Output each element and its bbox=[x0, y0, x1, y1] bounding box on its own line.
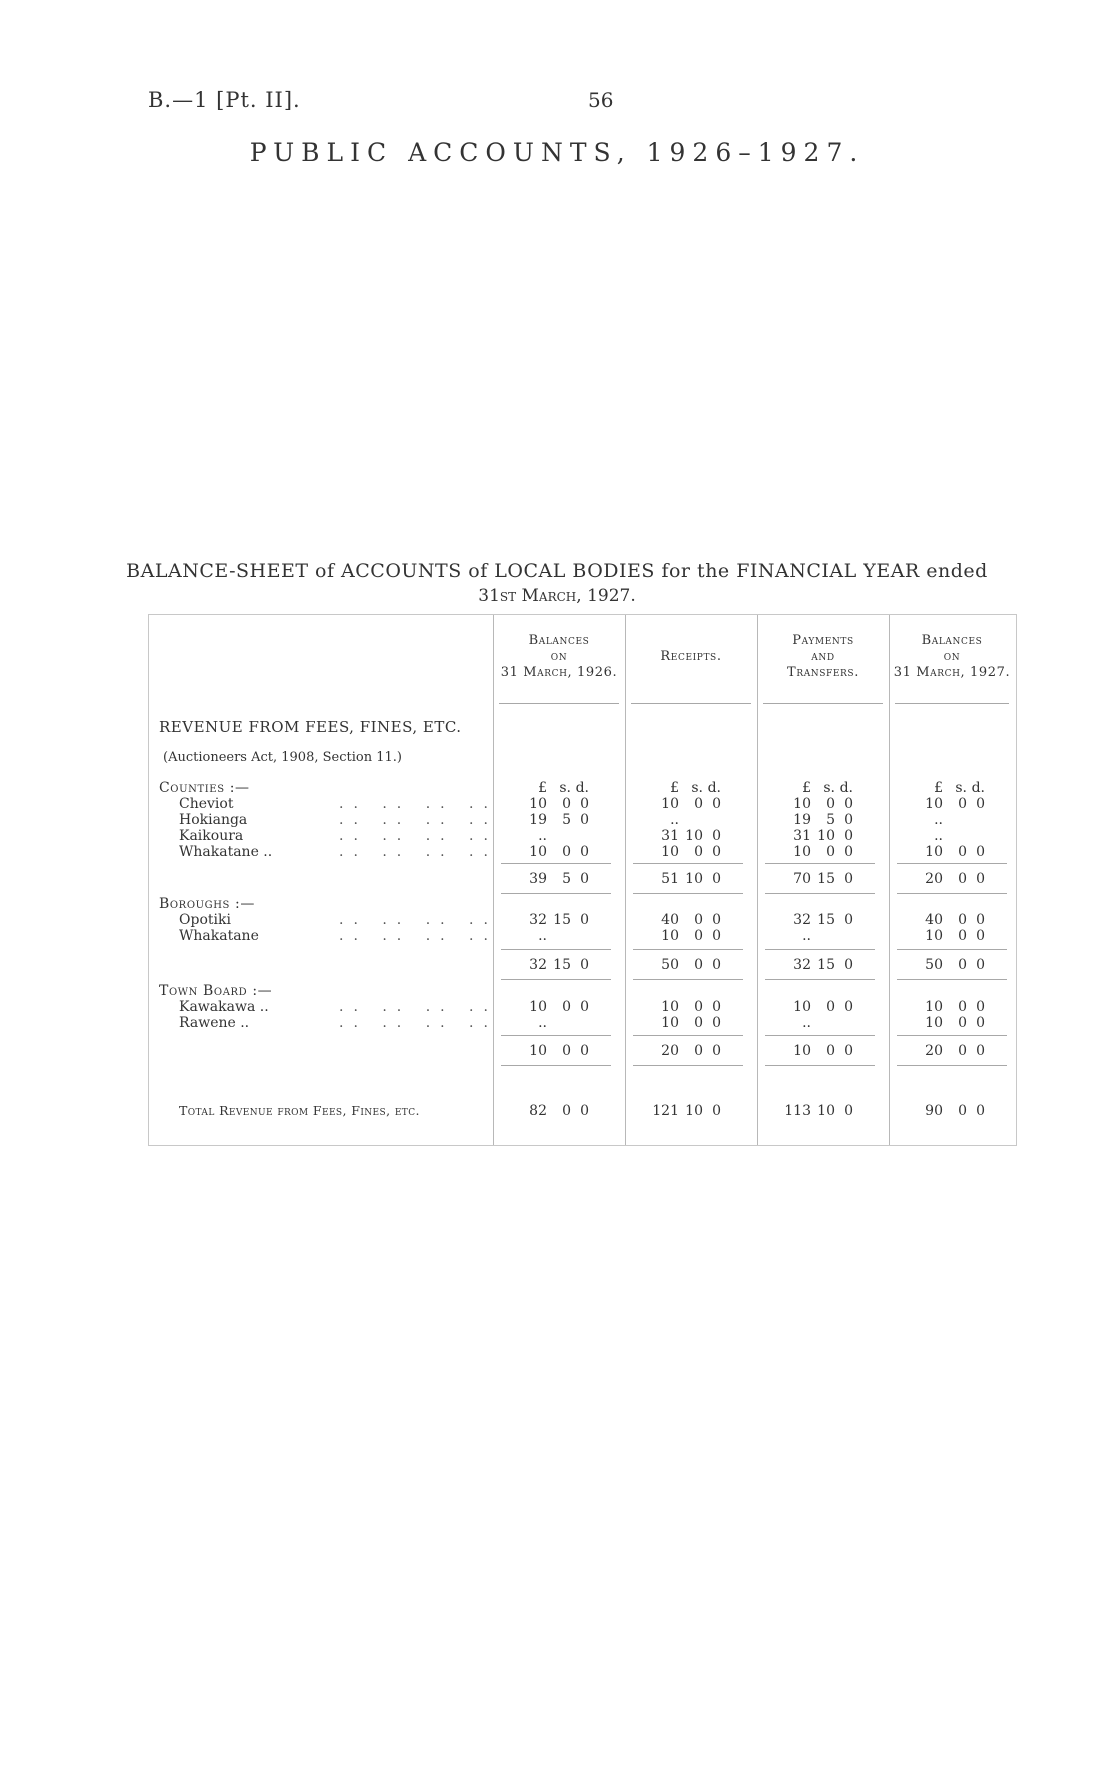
amount-cell: 19 5 0 bbox=[793, 812, 853, 828]
currency-unit-header: £ s. d. bbox=[538, 780, 589, 796]
subtotal-cell: 39 5 0 bbox=[529, 871, 589, 887]
amount-cell: 10 0 0 bbox=[529, 999, 589, 1015]
amount-cell: 10 0 0 bbox=[925, 796, 985, 812]
grand-total-label: Total Revenue from Fees, Fines, etc. bbox=[179, 1103, 420, 1118]
leader-dots: .. .. .. .. bbox=[339, 812, 498, 828]
group-title-town-board: Town Board :— bbox=[159, 983, 273, 999]
amount-cell: 31 10 0 bbox=[661, 828, 721, 844]
leader-dots: .. .. .. .. bbox=[339, 928, 498, 944]
column-rule bbox=[757, 615, 758, 1145]
row-name-rawene: Rawene .. bbox=[179, 1015, 250, 1031]
amount-cell: 10 0 0 bbox=[529, 796, 589, 812]
amount-cell: 10 0 0 bbox=[661, 844, 721, 860]
subtotal-cell: 50 0 0 bbox=[661, 957, 721, 973]
grand-total-cell: 121 10 0 bbox=[652, 1103, 721, 1119]
subtotal-rule bbox=[765, 1065, 875, 1066]
column-rule bbox=[889, 615, 890, 1145]
leader-dots: .. .. .. .. bbox=[339, 796, 498, 812]
group-title-counties: Counties :— bbox=[159, 780, 250, 796]
amount-cell: .. bbox=[538, 828, 547, 844]
amount-cell: 10 0 0 bbox=[661, 999, 721, 1015]
amount-cell: 10 0 0 bbox=[925, 928, 985, 944]
balance-sheet-table bbox=[148, 614, 1017, 1146]
row-name-cheviot: Cheviot bbox=[179, 796, 234, 812]
section-title: REVENUE FROM FEES, FINES, ETC. bbox=[159, 718, 462, 736]
column-header-balances-1927: Balances on 31 March, 1927. bbox=[893, 633, 1011, 680]
currency-unit-header: £ s. d. bbox=[802, 780, 853, 796]
amount-cell: 31 10 0 bbox=[793, 828, 853, 844]
subtotal-rule bbox=[501, 1065, 611, 1066]
amount-cell: .. bbox=[934, 812, 943, 828]
grand-total-cell: 113 10 0 bbox=[784, 1103, 853, 1119]
subtotal-cell: 32 15 0 bbox=[529, 957, 589, 973]
subtotal-rule bbox=[501, 979, 611, 980]
table-heading-date: 31st March, 1927. bbox=[478, 586, 636, 606]
leader-dots: .. .. .. .. bbox=[339, 844, 498, 860]
column-header-payments: Payments and Transfers. bbox=[787, 633, 859, 680]
subtotal-rule bbox=[765, 1035, 875, 1036]
row-name-kaikoura: Kaikoura bbox=[179, 828, 244, 844]
group-title-boroughs: Boroughs :— bbox=[159, 896, 255, 912]
subtotal-rule bbox=[501, 1035, 611, 1036]
amount-cell: .. bbox=[934, 828, 943, 844]
subtotal-rule bbox=[765, 949, 875, 950]
currency-unit-header: £ s. d. bbox=[934, 780, 985, 796]
subtotal-cell: 51 10 0 bbox=[661, 871, 721, 887]
subtotal-rule bbox=[633, 863, 743, 864]
subtotal-cell: 50 0 0 bbox=[925, 957, 985, 973]
subtotal-rule bbox=[501, 949, 611, 950]
column-rule bbox=[493, 615, 494, 1145]
subtotal-rule bbox=[765, 863, 875, 864]
amount-cell: .. bbox=[802, 928, 811, 944]
subtotal-rule bbox=[633, 949, 743, 950]
amount-cell: 10 0 0 bbox=[529, 844, 589, 860]
page-title: PUBLIC ACCOUNTS, 1926–1927. bbox=[249, 138, 865, 167]
row-name-hokianga: Hokianga bbox=[179, 812, 248, 828]
amount-cell: 10 0 0 bbox=[925, 844, 985, 860]
subtotal-rule bbox=[897, 1035, 1007, 1036]
amount-cell: .. bbox=[670, 812, 679, 828]
subtotal-rule bbox=[765, 893, 875, 894]
table-heading: BALANCE-SHEET of ACCOUNTS of LOCAL BODIES for the FINANCIAL YEAR ended bbox=[126, 560, 988, 582]
document-reference: B.—1 [Pt. II]. bbox=[148, 88, 301, 112]
subtotal-cell: 20 0 0 bbox=[661, 1043, 721, 1059]
page-number: 56 bbox=[588, 88, 614, 112]
amount-cell: 10 0 0 bbox=[793, 796, 853, 812]
amount-cell: .. bbox=[538, 1015, 547, 1031]
subtotal-rule bbox=[897, 1065, 1007, 1066]
row-name-opotiki: Opotiki bbox=[179, 912, 231, 928]
subtotal-cell: 70 15 0 bbox=[793, 871, 853, 887]
column-header-balances-1926: Balances on 31 March, 1926. bbox=[500, 633, 618, 680]
subtotal-rule bbox=[897, 863, 1007, 864]
amount-cell: 40 0 0 bbox=[925, 912, 985, 928]
subtotal-cell: 10 0 0 bbox=[529, 1043, 589, 1059]
amount-cell: 10 0 0 bbox=[925, 999, 985, 1015]
amount-cell: 10 0 0 bbox=[925, 1015, 985, 1031]
leader-dots: .. .. .. .. bbox=[339, 828, 498, 844]
currency-unit-header: £ s. d. bbox=[670, 780, 721, 796]
leader-dots: .. .. .. .. bbox=[339, 999, 498, 1015]
amount-cell: 10 0 0 bbox=[661, 1015, 721, 1031]
amount-cell: 32 15 0 bbox=[793, 912, 853, 928]
subtotal-rule bbox=[501, 863, 611, 864]
subtotal-rule bbox=[501, 893, 611, 894]
leader-dots: .. .. .. .. bbox=[339, 1015, 498, 1031]
subtotal-rule bbox=[897, 949, 1007, 950]
amount-cell: 40 0 0 bbox=[661, 912, 721, 928]
amount-cell: 32 15 0 bbox=[529, 912, 589, 928]
amount-cell: 19 5 0 bbox=[529, 812, 589, 828]
subtotal-rule bbox=[633, 1065, 743, 1066]
amount-cell: .. bbox=[802, 1015, 811, 1031]
row-name-kawakawa: Kawakawa .. bbox=[179, 999, 269, 1015]
subtotal-cell: 10 0 0 bbox=[793, 1043, 853, 1059]
amount-cell: 10 0 0 bbox=[793, 999, 853, 1015]
subtotal-rule bbox=[633, 1035, 743, 1036]
subtotal-rule bbox=[633, 979, 743, 980]
subtotal-rule bbox=[897, 893, 1007, 894]
amount-cell: 10 0 0 bbox=[793, 844, 853, 860]
leader-dots: .. .. .. .. bbox=[339, 912, 498, 928]
column-header-receipts: Receipts. bbox=[660, 649, 722, 664]
subtotal-cell: 32 15 0 bbox=[793, 957, 853, 973]
grand-total-cell: 90 0 0 bbox=[925, 1103, 985, 1119]
amount-cell: 10 0 0 bbox=[661, 796, 721, 812]
subtotal-rule bbox=[897, 979, 1007, 980]
subtotal-rule bbox=[633, 893, 743, 894]
amount-cell: 10 0 0 bbox=[661, 928, 721, 944]
amount-cell: .. bbox=[538, 928, 547, 944]
subtotal-cell: 20 0 0 bbox=[925, 871, 985, 887]
section-subtitle: (Auctioneers Act, 1908, Section 11.) bbox=[163, 750, 402, 765]
subtotal-cell: 20 0 0 bbox=[925, 1043, 985, 1059]
row-name-whakatane-county: Whakatane .. bbox=[179, 844, 273, 860]
row-name-whakatane-borough: Whakatane bbox=[179, 928, 259, 944]
subtotal-rule bbox=[765, 979, 875, 980]
column-rule bbox=[625, 615, 626, 1145]
grand-total-cell: 82 0 0 bbox=[529, 1103, 589, 1119]
